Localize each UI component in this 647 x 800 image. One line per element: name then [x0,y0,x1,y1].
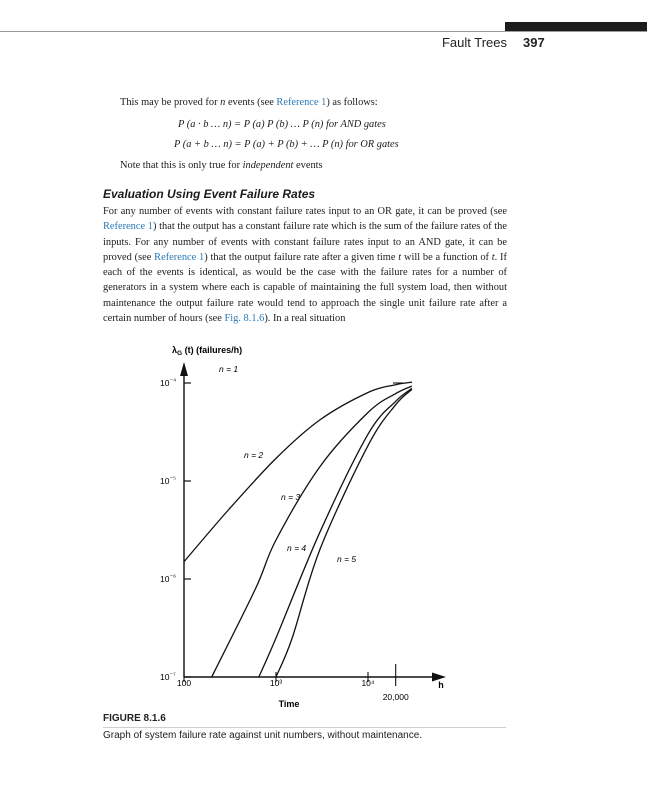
x-tick-label: 10³ [269,678,283,688]
y-tick-label: $10^{^{-5}}$ [160,476,177,486]
y-axis-arrow [180,362,188,376]
y-axis-label: $\lambda_G$ (t) (failures/h) [172,345,243,357]
series-label: n = 1 [219,364,239,374]
intro-lead-text: This may be proved for [120,97,221,108]
chart-axes [180,362,446,682]
figure-link[interactable]: Fig. 8.1.6 [224,313,265,325]
chart-ticks [160,378,409,702]
paragraph-text: will be a function of [401,251,492,263]
paragraph-text: ) that the output has a constant failure rate which is the sum of the failure rates of the inputs. For any number of events with constant failure rates input to an AND gate, it can be proved (see [103,221,507,263]
series-line [184,382,412,562]
figure-caption: Graph of system failure rate against unit numbers, without maintenance. [103,730,423,741]
x-tick-label: 100 [176,678,192,688]
equation-or-gates: P (a + b … n) = P (a) + P (b) + … P (n) for OR gates [174,139,399,150]
reference-link[interactable]: Reference 1 [276,97,327,108]
paragraph-italic: t [491,251,495,263]
series-label: n = 4 [287,543,307,553]
reference-link[interactable]: Reference 1 [154,251,205,263]
paragraph-text: ) that the output failure rate after a given time [204,251,399,263]
equation-and-gates: P (a · b … n) = P (a) P (b) … P (n) for AND gates [178,119,386,130]
x-axis-label: Time [278,699,300,709]
reference-link[interactable]: Reference 1 [103,221,153,233]
page-number: 397 [523,35,545,50]
y-tick-label: $10^{^{-4}}$ [160,378,177,388]
series-label: n = 2 [244,450,264,460]
paragraph-text: . If each of the events is identical, as would be the case with the failure rates for a number of generators in a system where each is capable of maintaining the full system load, then without maintenance the output failure rate would tend to approach the single unit failure rate after a certain number of hours (see [103,251,507,325]
y-tick-label: $10^{^{-6}}$ [160,574,177,584]
section-heading: Evaluation Using Event Failure Rates [103,187,316,201]
chart-series [184,364,412,677]
x-tick-label: 10⁴ [361,678,375,688]
intro-lead-text: ) as follows: [326,97,378,108]
series-line [259,388,412,677]
paragraph-text: ). In a real situation [264,313,346,325]
paragraph-text: For any number of events with constant failure rates input to an OR gate, it can be proved (see [103,206,507,217]
x-tick-label: 20,000 [382,692,409,702]
figure-label: FIGURE 8.1.6 [103,713,166,724]
intro-lead-n: n [220,97,226,108]
intro-note-text: events [293,160,323,171]
series-line [212,386,412,677]
series-line [276,389,412,677]
series-label: n = 5 [337,554,357,564]
intro-note-text: Note that this is only true for [120,160,243,171]
running-title: Fault Trees [441,35,507,50]
figure-rule [103,727,506,728]
intro-note-italic: independent [242,160,294,171]
x-axis-unit: h [438,680,444,690]
paragraph-italic: t [398,251,402,263]
series-label: n = 3 [281,492,301,502]
y-tick-label: $10^{^{-7}}$ [160,672,176,682]
intro-lead-text: events (see [225,97,277,108]
